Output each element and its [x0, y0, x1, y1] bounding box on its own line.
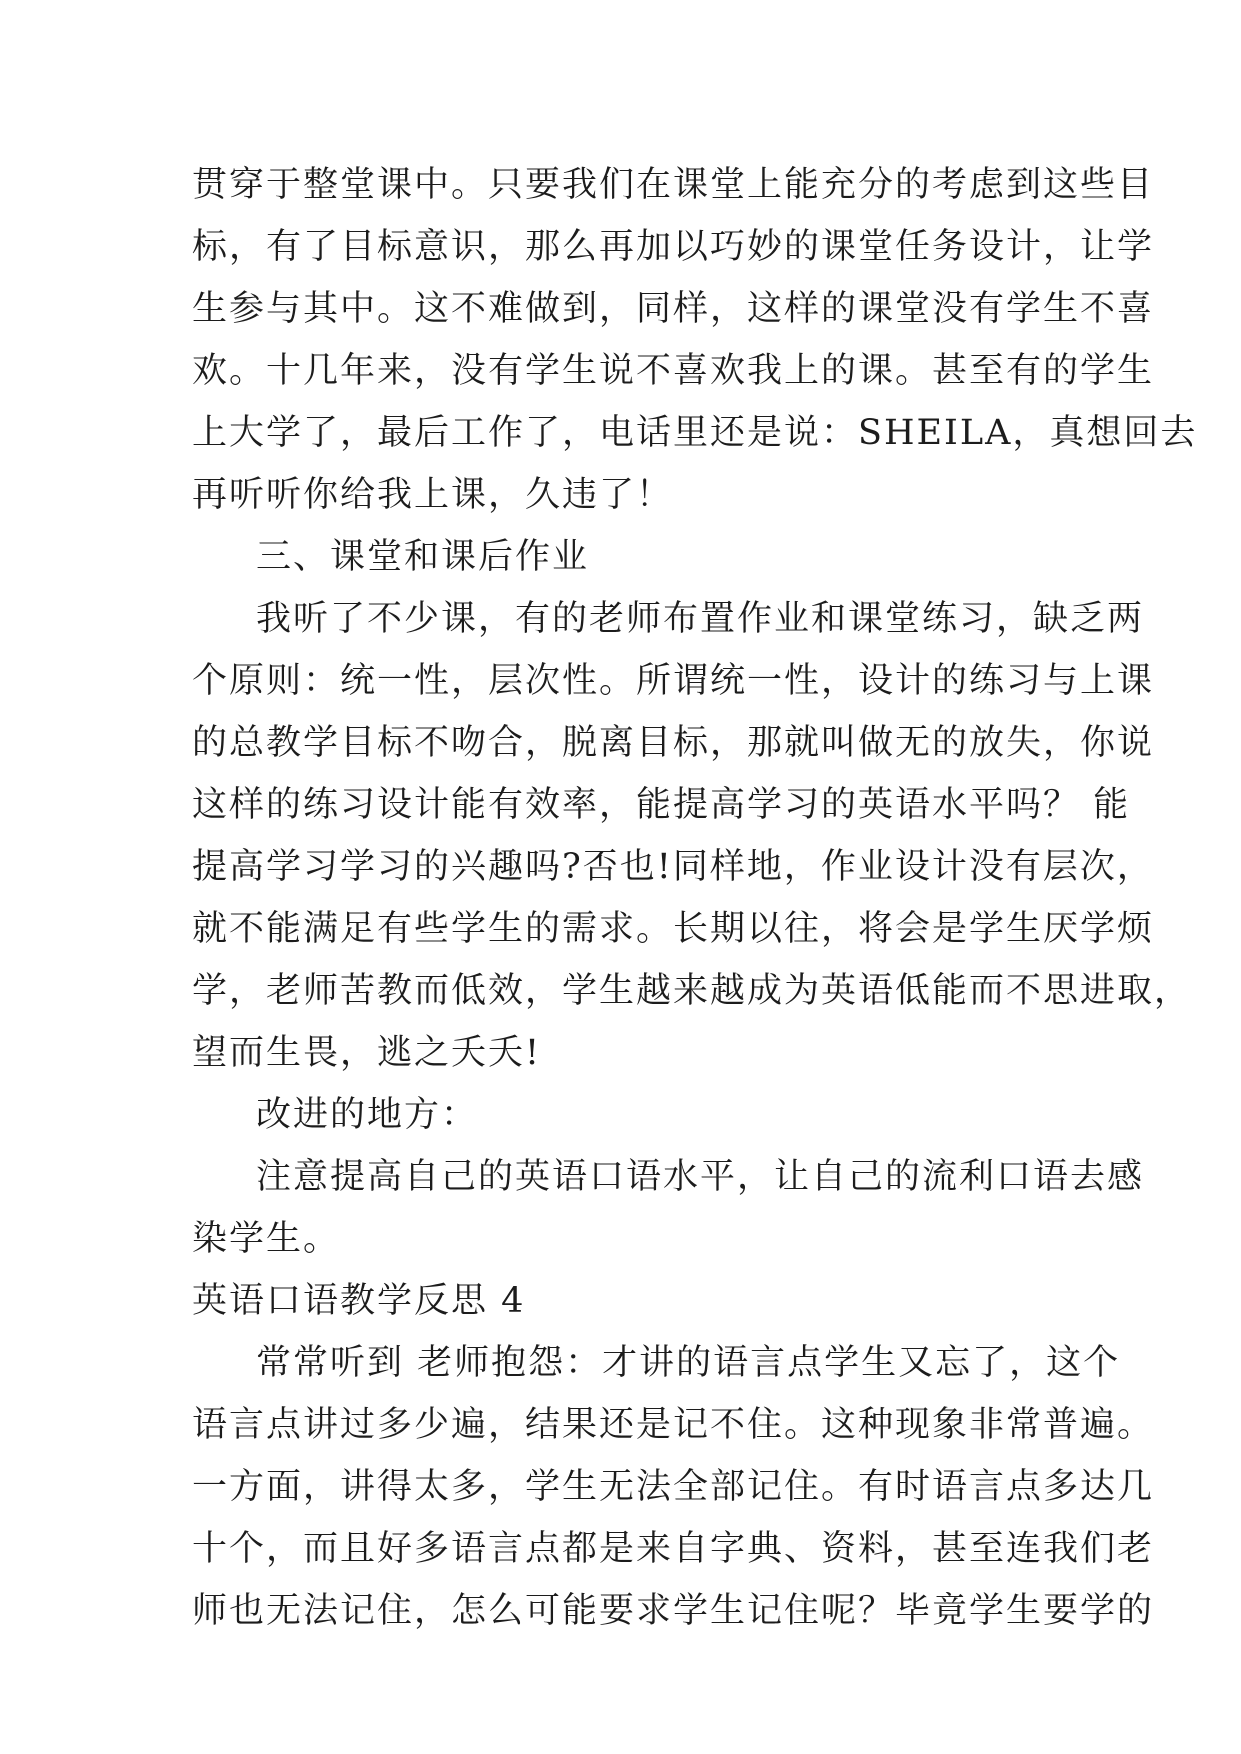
text-line: 一方面，讲得太多，学生无法全部记住。有时语言点多达几: [192, 1467, 1155, 1507]
text-line: 学，老师苦教而低效，学生越来越成为英语低能而不思进取，: [192, 971, 1192, 1011]
text-line: 师也无法记住，怎么可能要求学生记住呢？毕竟学生要学的: [192, 1591, 1155, 1631]
paragraph: [192, 1084, 1052, 1146]
text-line: 语言点讲过多少遍，结果还是记不住。这种现象非常普遍。: [192, 1405, 1155, 1445]
paragraph: [192, 154, 1198, 526]
text-line: 的总教学目标不吻合，脱离目标，那就叫做无的放失，你说: [192, 723, 1155, 763]
text-line: 注意提高自己的英语口语水平，让自己的流利口语去感: [256, 1157, 1145, 1197]
text-line: 贯穿于整堂课中。只要我们在课堂上能充分的考虑到这些目: [192, 165, 1155, 205]
text-line: 我听了不少课，有的老师布置作业和课堂练习，缺乏两: [256, 599, 1145, 639]
text-line: 三、课堂和课后作业: [256, 537, 590, 577]
document-body: [192, 154, 1198, 1642]
text-line: 望而生畏，逃之夭夭!: [192, 1033, 542, 1073]
text-line: 这样的练习设计能有效率，能提高学习的英语水平吗？ 能: [192, 785, 1131, 825]
text-line: 常常听到 老师抱怨：才讲的语言点学生又忘了，这个: [256, 1343, 1121, 1383]
text-line: 个原则：统一性，层次性。所谓统一性，设计的练习与上课: [192, 661, 1155, 701]
text-line: 就不能满足有些学生的需求。长期以往，将会是学生厌学烦: [192, 909, 1155, 949]
text-line: 生参与其中。这不难做到，同样，这样的课堂没有学生不喜: [192, 289, 1155, 329]
paragraph: [192, 1332, 1155, 1642]
text-line: 英语口语教学反思 4: [192, 1281, 526, 1321]
paragraph: [192, 588, 1192, 1084]
text-line: 再听听你给我上课，久违了！: [192, 475, 674, 515]
document-heading: [192, 1270, 1052, 1332]
text-line: 标，有了目标意识，那么再加以巧妙的课堂任务设计，让学: [192, 227, 1155, 267]
text-line: 提高学习学习的兴趣吗?否也!同样地，作业设计没有层次，: [192, 847, 1154, 887]
text-line: 欢。十几年来，没有学生说不喜欢我上的课。甚至有的学生: [192, 351, 1155, 391]
text-line: 十个，而且好多语言点都是来自字典、资料，甚至连我们老: [192, 1529, 1155, 1569]
text-line: 改进的地方：: [256, 1095, 479, 1135]
text-line: 上大学了，最后工作了，电话里还是说：SHEILA，真想回去: [192, 413, 1198, 453]
text-line: 染学生。: [192, 1219, 341, 1259]
section-heading: [192, 526, 1052, 588]
paragraph: [192, 1146, 1145, 1270]
